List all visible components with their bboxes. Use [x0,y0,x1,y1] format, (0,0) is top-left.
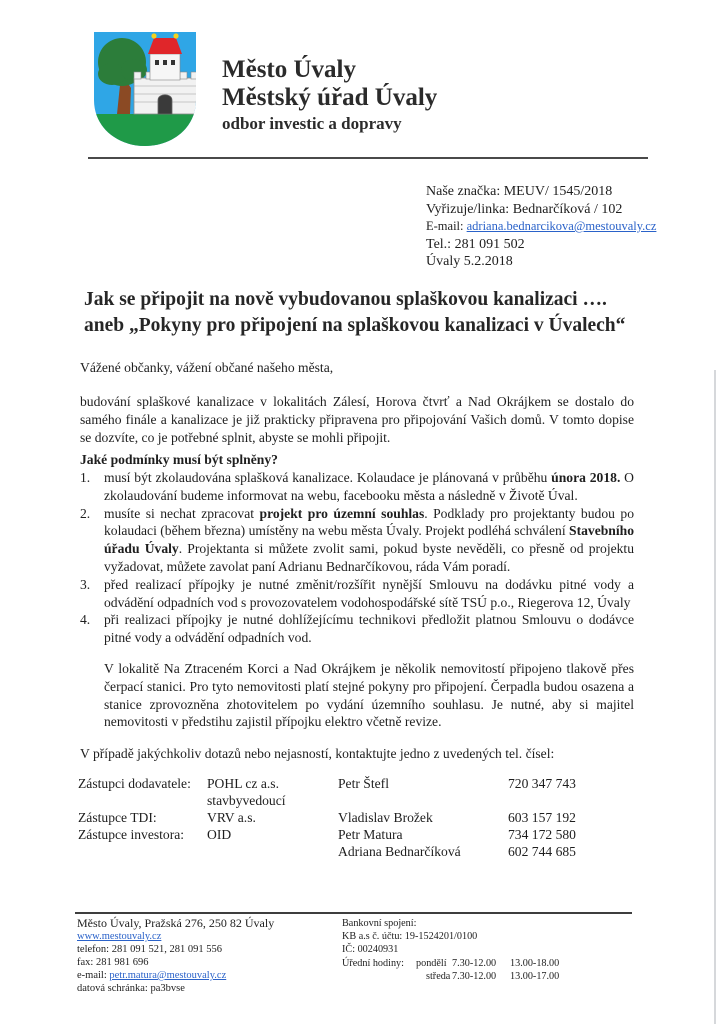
conditions-heading: Jaké podmínky musí být splněny? [80,452,278,467]
condition-item: 3. před realizací přípojky je nutné změnit/rozšířit nynější Smlouvu na dodávku pitné vody a odvádění odpadních vod s provozovatelem vodohospodářské sítě TSÚ p.o., Riegerova 12, Úvaly [80,576,634,610]
footer-address: Město Úvaly, Pražská 276, 250 82 Úvaly [77,916,275,930]
contact-person: Petr Štefl [338,776,389,791]
coat-of-arms-icon [92,30,198,148]
footer-contact-block [77,916,274,995]
item-number: 4. [80,612,91,628]
email-label: E-mail: [426,219,467,233]
footer-web-link[interactable]: www.mestouvaly.cz [77,931,162,942]
hours-day: pondělí [416,957,447,969]
item-number: 3. [80,576,91,592]
conditions-list [80,469,634,647]
office-hours-row [342,970,560,983]
footer-email-label: e-mail: [77,970,110,981]
greeting: Vážené občanky, vážení občané našeho města, [80,360,334,375]
title-line-2: aneb „Pokyny pro připojení na splaškovou kanalizaci v Úvalech“ [84,315,626,336]
bank-account: KB a.s č. účtu: 19-1524201/0100 [342,931,478,943]
telephone: Tel.: 281 091 502 [426,236,525,252]
contact-person: Petr Matura [338,827,403,842]
title-line-1: Jak se připojit na nově vybudovanou splaškovou kanalizaci …. [84,289,607,310]
email-link[interactable]: adriana.bednarcikova@mestouvaly.cz [466,219,657,233]
reference-number: Naše značka: MEUV/ 1545/2018 [426,184,613,199]
hours-morning: 7.30-12.00 [452,970,497,982]
pressure-note-paragraph: V lokalitě Na Ztraceném Korci a Nad Okrájkem je několik nemovitostí připojeno tlakově přes čerpací stanici. Pro tyto nemovitosti platí stejné pokyny pro připojení. Čerpadla budou osazena a stanice zprovozněna zhotovitelem po vydání územního souhlasu. Je nutné, aby si majitel nemovitosti v předstihu zajistil přípojku elektro včetně revize. [104,661,634,730]
contact-org: stavbyvedoucí [207,793,286,808]
contact-phone[interactable]: 602 744 685 [508,844,576,859]
footer-databox: datová schránka: pa3bvse [77,983,185,994]
condition-item: 4. při realizaci přípojky je nutné dohlížejícímu technikovi předložit platnou Smlouvu o dodávce pitné vody a odvádění odpadních vod. [80,612,634,646]
condition-item: 2. musíte si nechat zpracovat projekt pro územní souhlas. Podklady pro projektanty budou po kolaudaci (během března) umístěny na webu města Úvaly. Projekt podléhá schválení Stavebního úřadu Úvaly. Projektanta si můžete zvolit sami, pokud byste nevěděli, co přesně od projektu vyžadovat, můžete zavolat paní Adrianu Bednarčíkovou, ráda Vám poradí. [80,505,634,574]
contact-phone[interactable]: 603 157 192 [508,810,576,825]
footer-divider [75,912,632,914]
contact-role: Zástupci dodavatele: [78,776,191,791]
condition-item: 1. musí být zkolaudována splašková kanalizace. Kolaudace je plánovaná v průběhu února 2018. O zkolaudování budeme informovat na webu, facebooku města a následně v Životě Úval. [80,470,634,503]
scan-edge-line [714,370,716,1024]
contact-phone[interactable]: 734 172 580 [508,827,576,842]
emphasis: února 2018. [551,470,621,485]
footer-bank-block [342,917,560,983]
hours-afternoon: 13.00-18.00 [510,957,560,969]
intro-paragraph: budování splaškové kanalizace v lokalitách Zálesí, Horova čtvrť a Nad Okrájkem se dostalo do samého finále a kanalizace je již prakticky připravena pro připojování Vašich domů. V tomto dopise se dozvíte, co je potřebné splnit, abyste se mohli připojit. [80,394,634,445]
department-name: odbor investic a dopravy [222,114,402,133]
handled-by: Vyřizuje/linka: Bednarčíková / 102 [426,201,623,217]
office-hours-row [342,957,560,970]
hours-morning: 7.30-12.00 [452,957,497,969]
office-name: Městský úřad Úvaly [222,84,438,111]
emphasis: projekt pro územní souhlas [259,505,425,521]
contact-role: Zástupce investora: [78,827,185,842]
contact-phone[interactable]: 720 347 743 [508,776,576,791]
hours-day: středa [426,970,451,982]
bank-label: Bankovní spojení: [342,918,417,929]
place-date: Úvaly 5.2.2018 [426,254,513,269]
contact-person: Adriana Bednarčíková [338,844,461,859]
reference-block [426,183,656,271]
footer-fax: fax: 281 981 696 [77,957,149,968]
emphasis: Stavebního úřadu Úvaly [104,523,634,557]
footer-email-link[interactable]: petr.matura@mestouvaly.cz [109,970,227,981]
footer-email-line [77,969,274,982]
contact-role: Zástupce TDI: [78,810,157,825]
contact-org: VRV a.s. [207,810,256,825]
item-number: 2. [80,505,91,521]
contact-org: POHL cz a.s. [207,776,279,791]
contact-person: Vladislav Brožek [338,810,433,825]
item-number: 1. [80,470,91,485]
document-title [84,287,625,339]
email-line [426,218,656,236]
contact-org: OID [207,827,232,842]
hours-afternoon: 13.00-17.00 [510,970,560,982]
header-divider [88,157,648,159]
contact-intro: V případě jakýchkoliv dotazů nebo nejasností, kontaktujte jedno z uvedených tel. čísel: [80,746,555,761]
company-id: IČ: 00240931 [342,944,399,956]
org-name: Město Úvaly [222,56,356,83]
footer-phone: telefon: 281 091 521, 281 091 556 [77,944,222,955]
office-hours-label: Úřední hodiny: [342,957,404,969]
